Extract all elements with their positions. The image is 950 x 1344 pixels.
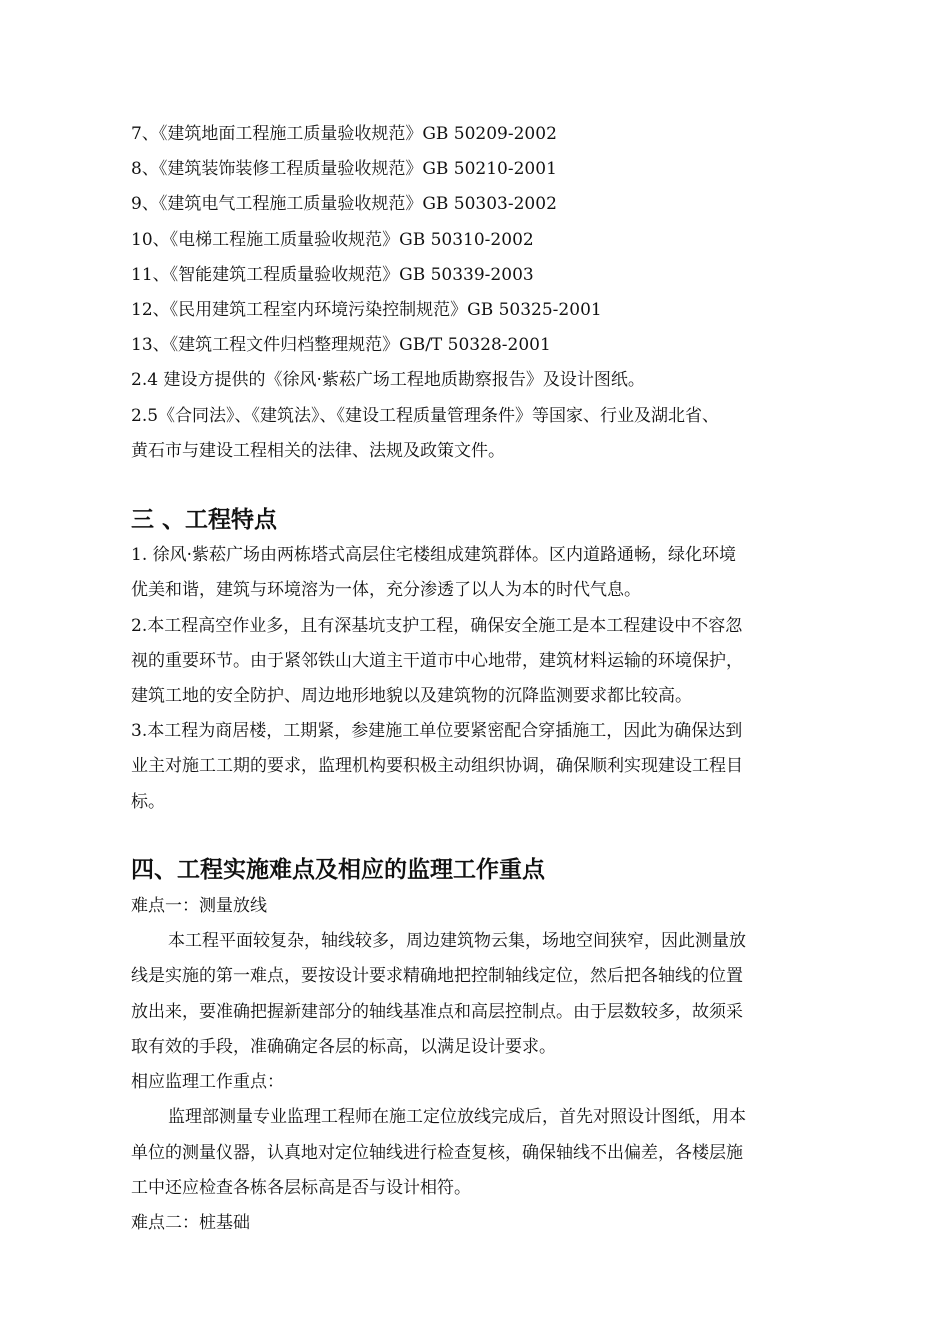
reference-item-2-5-line-2: 黄石市与建设工程相关的法律、法规及政策文件。 — [131, 441, 505, 461]
focus-1-body-line-1: 监理部测量专业监理工程师在施工定位放线完成后，首先对照设计图纸，用本 — [168, 1107, 746, 1127]
section-4-title: 四、工程实施难点及相应的监理工作重点 — [131, 857, 545, 883]
section-3-para-2-line-2: 视的重要环节。由于紧邻铁山大道主干道市中心地带，建筑材料运输的环境保护， — [131, 651, 743, 671]
section-3-para-3-line-3: 标。 — [131, 792, 165, 812]
focus-1-body-line-3: 工中还应检查各栋各层标高是否与设计相符。 — [131, 1178, 471, 1198]
section-3-para-1-line-1: 1. 徐风·紫菘广场由两栋塔式高层住宅楼组成建筑群体。区内道路通畅，绿化环境 — [131, 545, 737, 565]
section-3-para-2-line-3: 建筑工地的安全防护、周边地形地貌以及建筑物的沉降监测要求都比较高。 — [131, 686, 692, 706]
section-3-title: 三 、工程特点 — [131, 507, 278, 533]
section-3-para-2-line-1: 2.本工程高空作业多，且有深基坑支护工程，确保安全施工是本工程建设中不容忽 — [131, 616, 743, 636]
section-3-para-1-line-2: 优美和谐，建筑与环境溶为一体，充分渗透了以人为本的时代气息。 — [131, 580, 641, 600]
standard-item-7: 7、《建筑地面工程施工质量验收规范》GB 50209-2002 — [131, 124, 557, 144]
standard-item-12: 12、《民用建筑工程室内环境污染控制规范》GB 50325-2001 — [131, 300, 602, 320]
standard-item-9: 9、《建筑电气工程施工质量验收规范》GB 50303-2002 — [131, 194, 557, 214]
difficulty-1-body-line-3: 放出来，要准确把握新建部分的轴线基准点和高层控制点。由于层数较多，故须采 — [131, 1002, 743, 1022]
difficulty-1-body-line-4: 取有效的手段，准确确定各层的标高，以满足设计要求。 — [131, 1037, 556, 1057]
difficulty-1-title: 难点一：测量放线 — [131, 896, 267, 916]
focus-1-title: 相应监理工作重点： — [131, 1072, 284, 1092]
reference-item-2-4: 2.4 建设方提供的《徐风·紫菘广场工程地质勘察报告》及设计图纸。 — [131, 370, 645, 390]
section-3-para-3-line-1: 3.本工程为商居楼，工期紧，参建施工单位要紧密配合穿插施工，因此为确保达到 — [131, 721, 743, 741]
difficulty-2-title: 难点二：桩基础 — [131, 1213, 250, 1233]
standard-item-8: 8、《建筑装饰装修工程质量验收规范》GB 50210-2001 — [131, 159, 557, 179]
difficulty-1-body-line-1: 本工程平面较复杂，轴线较多，周边建筑物云集，场地空间狭窄，因此测量放 — [168, 931, 746, 951]
difficulty-1-body-line-2: 线是实施的第一难点，要按设计要求精确地把控制轴线定位，然后把各轴线的位置 — [131, 966, 743, 986]
standard-item-10: 10、《电梯工程施工质量验收规范》GB 50310-2002 — [131, 230, 534, 250]
focus-1-body-line-2: 单位的测量仪器，认真地对定位轴线进行检查复核，确保轴线不出偏差，各楼层施 — [131, 1143, 743, 1163]
reference-item-2-5-line-1: 2.5《合同法》、《建筑法》、《建设工程质量管理条件》等国家、行业及湖北省、 — [131, 406, 720, 426]
standard-item-13: 13、《建筑工程文件归档整理规范》GB/T 50328-2001 — [131, 335, 551, 355]
standard-item-11: 11、《智能建筑工程质量验收规范》GB 50339-2003 — [131, 265, 534, 285]
section-3-para-3-line-2: 业主对施工工期的要求，监理机构要积极主动组织协调，确保顺利实现建设工程目 — [131, 756, 743, 776]
